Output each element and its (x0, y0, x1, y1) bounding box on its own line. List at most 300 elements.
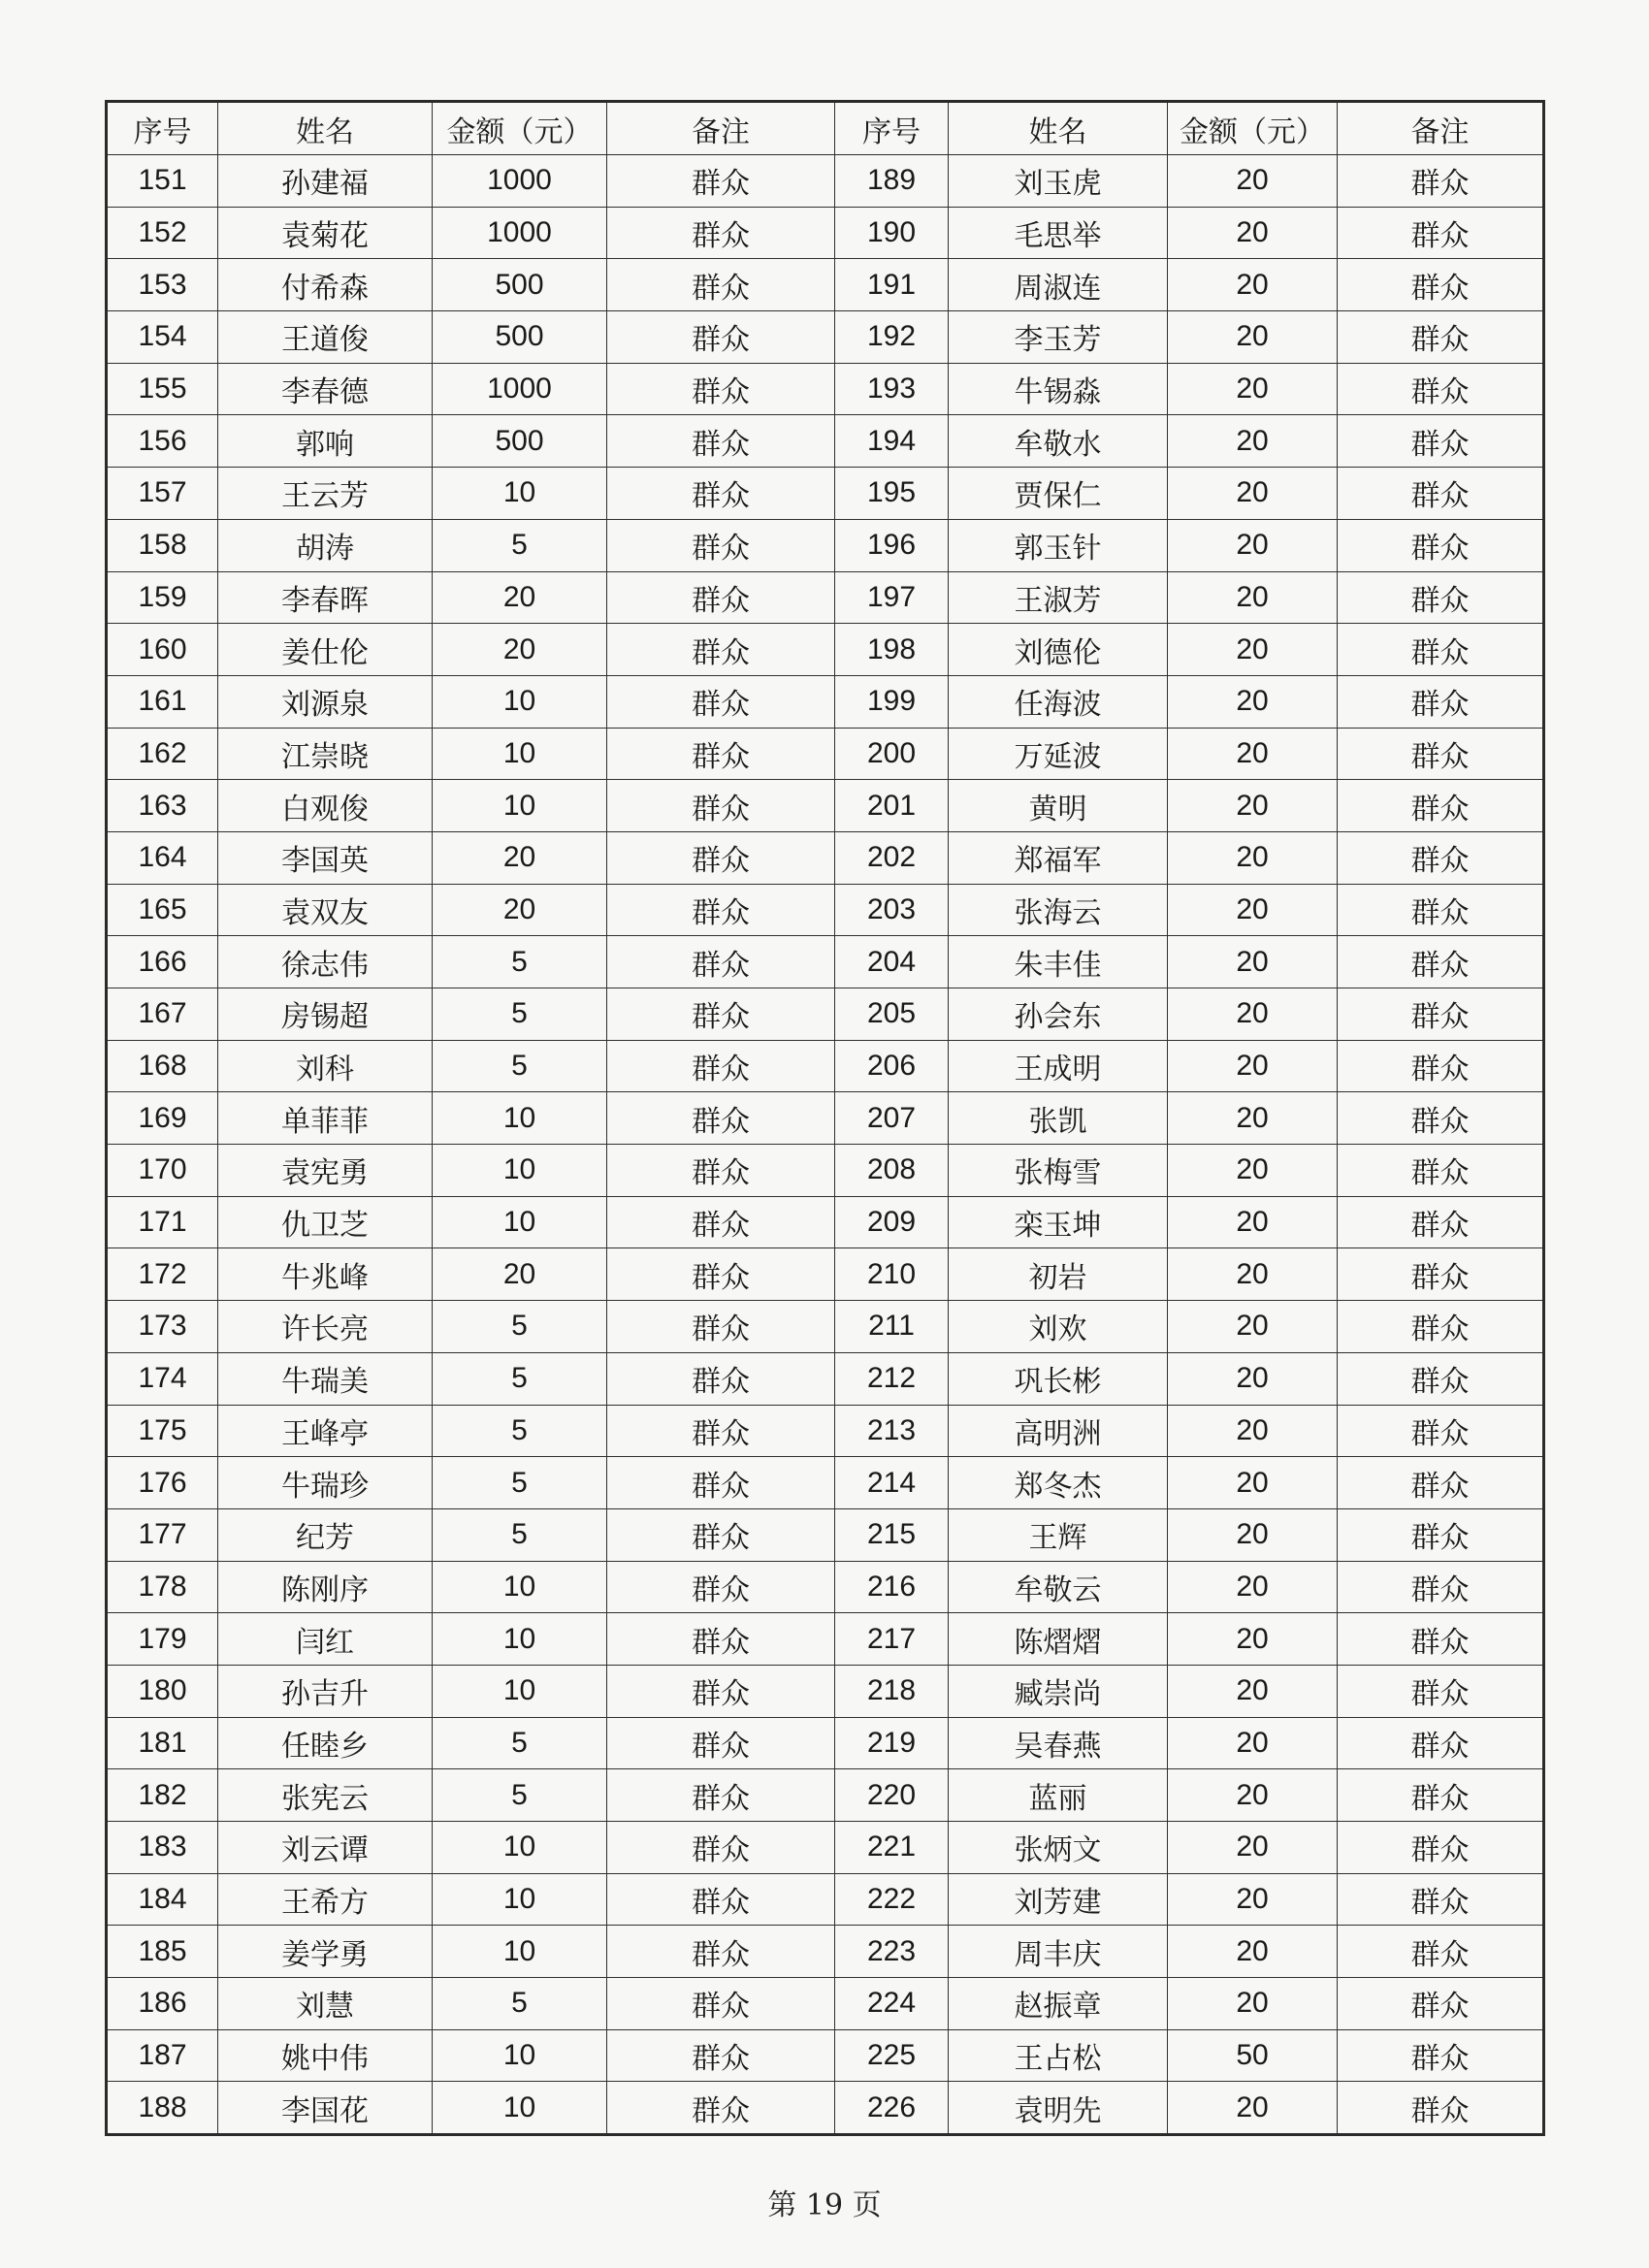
cell-index: 180 (107, 1665, 218, 1717)
cell-index: 220 (835, 1769, 949, 1822)
cell-remark: 群众 (607, 468, 835, 520)
table-row (107, 1926, 1544, 1978)
cell-amount: 20 (1168, 1561, 1338, 1613)
cell-amount: 5 (433, 936, 607, 988)
cell-index: 184 (107, 1873, 218, 1926)
cell-index: 176 (107, 1457, 218, 1509)
cell-amount: 20 (1168, 831, 1338, 884)
cell-amount: 10 (433, 468, 607, 520)
table-row (107, 1092, 1544, 1145)
cell-index: 189 (835, 155, 949, 208)
cell-remark: 群众 (607, 1145, 835, 1197)
cell-index: 215 (835, 1508, 949, 1561)
cell-amount: 10 (433, 1561, 607, 1613)
cell-index: 197 (835, 571, 949, 624)
cell-remark: 群众 (1338, 415, 1544, 468)
cell-name: 姜仕伦 (218, 624, 433, 676)
table-row (107, 1665, 1544, 1717)
cell-amount: 10 (433, 2029, 607, 2082)
cell-index: 223 (835, 1926, 949, 1978)
cell-remark: 群众 (607, 2082, 835, 2135)
table-row (107, 884, 1544, 936)
cell-amount: 20 (1168, 155, 1338, 208)
cell-remark: 群众 (607, 1301, 835, 1353)
cell-amount: 20 (1168, 468, 1338, 520)
cell-amount: 20 (1168, 1457, 1338, 1509)
cell-amount: 1000 (433, 155, 607, 208)
cell-remark: 群众 (607, 624, 835, 676)
cell-remark: 群众 (607, 363, 835, 415)
cell-index: 159 (107, 571, 218, 624)
cell-remark: 群众 (1338, 1613, 1544, 1666)
cell-remark: 群众 (1338, 259, 1544, 311)
cell-remark: 群众 (1338, 1926, 1544, 1978)
cell-amount: 10 (433, 1145, 607, 1197)
cell-amount: 5 (433, 1769, 607, 1822)
table-row (107, 1508, 1544, 1561)
cell-name: 刘芳建 (949, 1873, 1168, 1926)
cell-index: 196 (835, 519, 949, 571)
cell-index: 153 (107, 259, 218, 311)
cell-amount: 20 (1168, 1873, 1338, 1926)
cell-index: 193 (835, 363, 949, 415)
cell-index: 155 (107, 363, 218, 415)
cell-amount: 20 (1168, 624, 1338, 676)
cell-remark: 群众 (1338, 936, 1544, 988)
cell-remark: 群众 (1338, 468, 1544, 520)
cell-amount: 5 (433, 1457, 607, 1509)
cell-remark: 群众 (607, 259, 835, 311)
cell-index: 170 (107, 1145, 218, 1197)
table-row (107, 1978, 1544, 2030)
cell-name: 毛思举 (949, 207, 1168, 259)
table-row (107, 1352, 1544, 1405)
table-row (107, 1145, 1544, 1197)
header-remark: 备注 (607, 102, 835, 155)
cell-remark: 群众 (607, 571, 835, 624)
cell-name: 陈刚序 (218, 1561, 433, 1613)
cell-remark: 群众 (1338, 571, 1544, 624)
cell-name: 牛锡淼 (949, 363, 1168, 415)
cell-index: 190 (835, 207, 949, 259)
cell-amount: 20 (1168, 1145, 1338, 1197)
donation-table (105, 100, 1545, 2136)
table-body (107, 155, 1544, 2135)
table-row (107, 624, 1544, 676)
header-name: 姓名 (949, 102, 1168, 155)
cell-name: 牛兆峰 (218, 1248, 433, 1301)
header-amount: 金额（元） (1168, 102, 1338, 155)
cell-index: 206 (835, 1040, 949, 1092)
cell-name: 孙吉升 (218, 1665, 433, 1717)
cell-index: 214 (835, 1457, 949, 1509)
cell-amount: 10 (433, 1092, 607, 1145)
cell-name: 张炳文 (949, 1822, 1168, 1874)
cell-remark: 群众 (607, 2029, 835, 2082)
cell-name: 刘源泉 (218, 675, 433, 728)
cell-amount: 20 (1168, 1822, 1338, 1874)
cell-remark: 群众 (607, 675, 835, 728)
cell-amount: 10 (433, 1665, 607, 1717)
cell-name: 李玉芳 (949, 311, 1168, 364)
cell-remark: 群众 (607, 1613, 835, 1666)
table-row (107, 831, 1544, 884)
cell-remark: 群众 (1338, 988, 1544, 1041)
cell-remark: 群众 (1338, 1352, 1544, 1405)
cell-index: 162 (107, 728, 218, 780)
table-row (107, 415, 1544, 468)
cell-name: 白观俊 (218, 780, 433, 832)
cell-remark: 群众 (607, 1561, 835, 1613)
cell-name: 刘欢 (949, 1301, 1168, 1353)
cell-remark: 群众 (607, 884, 835, 936)
cell-remark: 群众 (1338, 1978, 1544, 2030)
cell-index: 194 (835, 415, 949, 468)
cell-index: 167 (107, 988, 218, 1041)
cell-remark: 群众 (607, 1196, 835, 1248)
cell-name: 姚中伟 (218, 2029, 433, 2082)
cell-name: 付希森 (218, 259, 433, 311)
cell-remark: 群众 (607, 155, 835, 208)
cell-remark: 群众 (1338, 207, 1544, 259)
cell-amount: 5 (433, 1405, 607, 1457)
cell-remark: 群众 (607, 519, 835, 571)
cell-amount: 10 (433, 780, 607, 832)
cell-index: 164 (107, 831, 218, 884)
cell-amount: 20 (1168, 936, 1338, 988)
cell-amount: 20 (1168, 988, 1338, 1041)
cell-index: 174 (107, 1352, 218, 1405)
cell-amount: 20 (1168, 259, 1338, 311)
table-row (107, 988, 1544, 1041)
table-row (107, 1873, 1544, 1926)
cell-remark: 群众 (607, 936, 835, 988)
cell-remark: 群众 (1338, 2029, 1544, 2082)
cell-amount: 20 (1168, 311, 1338, 364)
cell-name: 袁宪勇 (218, 1145, 433, 1197)
cell-name: 刘德伦 (949, 624, 1168, 676)
cell-amount: 20 (1168, 1248, 1338, 1301)
cell-index: 182 (107, 1769, 218, 1822)
cell-name: 王希方 (218, 1873, 433, 1926)
cell-amount: 20 (1168, 1769, 1338, 1822)
cell-remark: 群众 (607, 1508, 835, 1561)
cell-index: 222 (835, 1873, 949, 1926)
table-header-row (107, 102, 1544, 155)
cell-index: 160 (107, 624, 218, 676)
table-row (107, 1717, 1544, 1769)
cell-remark: 群众 (1338, 1145, 1544, 1197)
cell-amount: 20 (433, 1248, 607, 1301)
cell-amount: 20 (1168, 519, 1338, 571)
cell-name: 王辉 (949, 1508, 1168, 1561)
cell-index: 208 (835, 1145, 949, 1197)
cell-amount: 10 (433, 675, 607, 728)
cell-name: 蓝丽 (949, 1769, 1168, 1822)
cell-amount: 10 (433, 1196, 607, 1248)
cell-amount: 500 (433, 311, 607, 364)
cell-remark: 群众 (1338, 311, 1544, 364)
cell-name: 赵振章 (949, 1978, 1168, 2030)
cell-remark: 群众 (607, 1352, 835, 1405)
table-row (107, 311, 1544, 364)
cell-index: 203 (835, 884, 949, 936)
cell-name: 巩长彬 (949, 1352, 1168, 1405)
cell-index: 209 (835, 1196, 949, 1248)
table-row (107, 1613, 1544, 1666)
cell-remark: 群众 (1338, 1873, 1544, 1926)
cell-remark: 群众 (607, 1926, 835, 1978)
cell-name: 王成明 (949, 1040, 1168, 1092)
cell-name: 徐志伟 (218, 936, 433, 988)
table-row (107, 1457, 1544, 1509)
cell-name: 闫红 (218, 1613, 433, 1666)
cell-index: 178 (107, 1561, 218, 1613)
cell-name: 李春德 (218, 363, 433, 415)
cell-remark: 群众 (1338, 1301, 1544, 1353)
header-index: 序号 (835, 102, 949, 155)
cell-amount: 20 (1168, 571, 1338, 624)
cell-remark: 群众 (607, 1769, 835, 1822)
cell-name: 牟敬云 (949, 1561, 1168, 1613)
table-row (107, 468, 1544, 520)
cell-amount: 20 (1168, 1405, 1338, 1457)
cell-index: 224 (835, 1978, 949, 2030)
cell-amount: 10 (433, 1926, 607, 1978)
table-row (107, 1301, 1544, 1353)
cell-amount: 20 (1168, 2082, 1338, 2135)
table-row (107, 571, 1544, 624)
header-amount: 金额（元） (433, 102, 607, 155)
cell-remark: 群众 (1338, 1769, 1544, 1822)
cell-remark: 群众 (1338, 1196, 1544, 1248)
cell-index: 154 (107, 311, 218, 364)
cell-index: 161 (107, 675, 218, 728)
cell-index: 175 (107, 1405, 218, 1457)
cell-index: 192 (835, 311, 949, 364)
cell-amount: 50 (1168, 2029, 1338, 2082)
cell-name: 牛瑞珍 (218, 1457, 433, 1509)
cell-amount: 20 (1168, 675, 1338, 728)
cell-remark: 群众 (1338, 363, 1544, 415)
cell-name: 袁双友 (218, 884, 433, 936)
table-row (107, 936, 1544, 988)
table-row (107, 363, 1544, 415)
cell-index: 221 (835, 1822, 949, 1874)
cell-name: 栾玉坤 (949, 1196, 1168, 1248)
table-row (107, 1040, 1544, 1092)
cell-name: 房锡超 (218, 988, 433, 1041)
table-row (107, 1405, 1544, 1457)
cell-remark: 群众 (607, 1457, 835, 1509)
cell-name: 郑福军 (949, 831, 1168, 884)
table-row (107, 675, 1544, 728)
cell-index: 212 (835, 1352, 949, 1405)
cell-amount: 20 (1168, 1717, 1338, 1769)
cell-index: 172 (107, 1248, 218, 1301)
cell-index: 169 (107, 1092, 218, 1145)
table-row (107, 1248, 1544, 1301)
cell-amount: 20 (1168, 1092, 1338, 1145)
cell-index: 225 (835, 2029, 949, 2082)
cell-name: 李国花 (218, 2082, 433, 2135)
cell-name: 郑冬杰 (949, 1457, 1168, 1509)
cell-amount: 20 (1168, 415, 1338, 468)
cell-name: 郭响 (218, 415, 433, 468)
cell-remark: 群众 (607, 831, 835, 884)
cell-remark: 群众 (607, 1978, 835, 2030)
cell-amount: 5 (433, 1508, 607, 1561)
page-number: 第 19 页 (767, 2188, 882, 2222)
cell-name: 牟敬水 (949, 415, 1168, 468)
cell-name: 王峰亭 (218, 1405, 433, 1457)
cell-index: 181 (107, 1717, 218, 1769)
cell-amount: 10 (433, 1822, 607, 1874)
cell-name: 王道俊 (218, 311, 433, 364)
cell-index: 165 (107, 884, 218, 936)
cell-amount: 5 (433, 519, 607, 571)
cell-name: 王淑芳 (949, 571, 1168, 624)
cell-index: 218 (835, 1665, 949, 1717)
table-row (107, 155, 1544, 208)
cell-index: 204 (835, 936, 949, 988)
cell-remark: 群众 (607, 988, 835, 1041)
cell-name: 李春晖 (218, 571, 433, 624)
cell-index: 201 (835, 780, 949, 832)
cell-name: 孙建福 (218, 155, 433, 208)
cell-index: 202 (835, 831, 949, 884)
cell-index: 207 (835, 1092, 949, 1145)
cell-remark: 群众 (1338, 1717, 1544, 1769)
header-index: 序号 (107, 102, 218, 155)
cell-name: 姜学勇 (218, 1926, 433, 1978)
cell-index: 173 (107, 1301, 218, 1353)
cell-name: 臧崇尚 (949, 1665, 1168, 1717)
cell-index: 198 (835, 624, 949, 676)
cell-remark: 群众 (607, 1248, 835, 1301)
cell-remark: 群众 (1338, 1092, 1544, 1145)
cell-name: 许长亮 (218, 1301, 433, 1353)
cell-amount: 20 (1168, 1508, 1338, 1561)
cell-amount: 5 (433, 1301, 607, 1353)
cell-name: 万延波 (949, 728, 1168, 780)
cell-amount: 20 (433, 571, 607, 624)
cell-remark: 群众 (1338, 780, 1544, 832)
table-row (107, 1561, 1544, 1613)
cell-name: 吴春燕 (949, 1717, 1168, 1769)
cell-remark: 群众 (1338, 728, 1544, 780)
cell-remark: 群众 (1338, 675, 1544, 728)
cell-remark: 群众 (1338, 1665, 1544, 1717)
cell-amount: 20 (433, 624, 607, 676)
cell-name: 牛瑞美 (218, 1352, 433, 1405)
cell-amount: 20 (1168, 1196, 1338, 1248)
cell-name: 仇卫芝 (218, 1196, 433, 1248)
cell-name: 朱丰佳 (949, 936, 1168, 988)
cell-index: 219 (835, 1717, 949, 1769)
cell-name: 刘慧 (218, 1978, 433, 2030)
cell-remark: 群众 (607, 1092, 835, 1145)
cell-amount: 10 (433, 728, 607, 780)
cell-name: 刘科 (218, 1040, 433, 1092)
cell-index: 213 (835, 1405, 949, 1457)
cell-name: 胡涛 (218, 519, 433, 571)
cell-index: 216 (835, 1561, 949, 1613)
cell-remark: 群众 (1338, 1508, 1544, 1561)
cell-remark: 群众 (1338, 1457, 1544, 1509)
table-row (107, 2082, 1544, 2135)
cell-remark: 群众 (1338, 1248, 1544, 1301)
cell-amount: 20 (433, 831, 607, 884)
cell-name: 刘云谭 (218, 1822, 433, 1874)
cell-amount: 20 (1168, 884, 1338, 936)
cell-remark: 群众 (607, 1822, 835, 1874)
cell-remark: 群众 (1338, 1040, 1544, 1092)
cell-index: 211 (835, 1301, 949, 1353)
cell-amount: 1000 (433, 207, 607, 259)
cell-remark: 群众 (607, 728, 835, 780)
table-row (107, 728, 1544, 780)
table-row (107, 1769, 1544, 1822)
cell-remark: 群众 (1338, 831, 1544, 884)
cell-name: 黄明 (949, 780, 1168, 832)
cell-amount: 500 (433, 415, 607, 468)
cell-name: 袁菊花 (218, 207, 433, 259)
cell-index: 171 (107, 1196, 218, 1248)
table-row (107, 259, 1544, 311)
cell-remark: 群众 (1338, 519, 1544, 571)
cell-index: 210 (835, 1248, 949, 1301)
cell-remark: 群众 (607, 1665, 835, 1717)
cell-name: 周丰庆 (949, 1926, 1168, 1978)
cell-index: 186 (107, 1978, 218, 2030)
cell-index: 151 (107, 155, 218, 208)
cell-remark: 群众 (1338, 155, 1544, 208)
cell-name: 袁明先 (949, 2082, 1168, 2135)
cell-index: 187 (107, 2029, 218, 2082)
cell-amount: 20 (1168, 1613, 1338, 1666)
cell-remark: 群众 (607, 1040, 835, 1092)
cell-remark: 群众 (607, 780, 835, 832)
cell-index: 217 (835, 1613, 949, 1666)
cell-amount: 20 (433, 884, 607, 936)
cell-index: 157 (107, 468, 218, 520)
cell-name: 王占松 (949, 2029, 1168, 2082)
cell-index: 185 (107, 1926, 218, 1978)
table-row (107, 1822, 1544, 1874)
cell-name: 张宪云 (218, 1769, 433, 1822)
cell-amount: 20 (1168, 363, 1338, 415)
cell-amount: 20 (1168, 728, 1338, 780)
header-name: 姓名 (218, 102, 433, 155)
cell-amount: 5 (433, 1717, 607, 1769)
cell-index: 163 (107, 780, 218, 832)
cell-name: 江崇晓 (218, 728, 433, 780)
cell-index: 152 (107, 207, 218, 259)
cell-amount: 20 (1168, 780, 1338, 832)
cell-name: 张凯 (949, 1092, 1168, 1145)
cell-name: 周淑连 (949, 259, 1168, 311)
cell-name: 贾保仁 (949, 468, 1168, 520)
cell-amount: 10 (433, 1613, 607, 1666)
cell-remark: 群众 (607, 1717, 835, 1769)
cell-amount: 1000 (433, 363, 607, 415)
cell-index: 199 (835, 675, 949, 728)
cell-remark: 群众 (607, 1873, 835, 1926)
cell-name: 高明洲 (949, 1405, 1168, 1457)
cell-name: 张海云 (949, 884, 1168, 936)
cell-remark: 群众 (1338, 1822, 1544, 1874)
